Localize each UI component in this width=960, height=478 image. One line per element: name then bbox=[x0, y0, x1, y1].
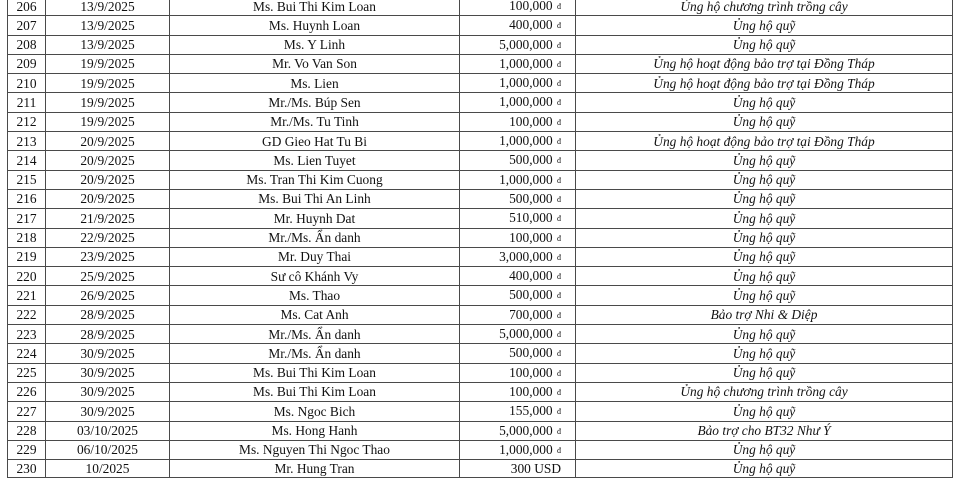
note-cell: Ủng hộ quỹ bbox=[576, 247, 953, 266]
table-row bbox=[8, 132, 953, 151]
donor-name-cell: Mr. Huynh Dat bbox=[170, 209, 460, 228]
date-cell: 26/9/2025 bbox=[46, 286, 170, 305]
currency-symbol: đ bbox=[557, 233, 561, 243]
date-cell: 19/9/2025 bbox=[46, 74, 170, 93]
date-cell: 03/10/2025 bbox=[46, 421, 170, 440]
currency-symbol: đ bbox=[557, 330, 561, 340]
amount-cell bbox=[460, 402, 576, 421]
currency-symbol: đ bbox=[557, 291, 561, 301]
date-cell: 20/9/2025 bbox=[46, 132, 170, 151]
donor-name-cell: GD Gieo Hat Tu Bi bbox=[170, 132, 460, 151]
table-row bbox=[8, 421, 953, 440]
currency-symbol: đ bbox=[557, 156, 561, 166]
note-cell: Bảo trợ Nhi & Diệp bbox=[576, 305, 953, 324]
date-cell: 19/9/2025 bbox=[46, 54, 170, 73]
date-cell: 30/9/2025 bbox=[46, 402, 170, 421]
note-cell: Ủng hộ quỹ bbox=[576, 189, 953, 208]
date-cell: 19/9/2025 bbox=[46, 112, 170, 131]
donor-name-cell: Mr./Ms. Tu Tinh bbox=[170, 112, 460, 131]
amount-cell bbox=[460, 0, 576, 16]
note-cell: Ủng hộ quỹ bbox=[576, 460, 953, 478]
note-cell: Bảo trợ cho BT32 Như Ý bbox=[576, 421, 953, 440]
amount-cell bbox=[460, 112, 576, 131]
table-row bbox=[8, 305, 953, 324]
date-cell: 21/9/2025 bbox=[46, 209, 170, 228]
amount-value: 3,000,000 bbox=[499, 248, 553, 264]
row-number-cell: 229 bbox=[8, 440, 46, 459]
currency-symbol: đ bbox=[557, 349, 561, 359]
donor-name-cell: Mr. Duy Thai bbox=[170, 247, 460, 266]
note-cell: Ủng hộ quỹ bbox=[576, 325, 953, 344]
amount-cell bbox=[460, 325, 576, 344]
currency-symbol: đ bbox=[557, 117, 561, 127]
row-number-cell: 226 bbox=[8, 382, 46, 401]
note-cell: Ủng hộ quỹ bbox=[576, 344, 953, 363]
amount-cell bbox=[460, 286, 576, 305]
amount-value: 300 USD bbox=[510, 461, 561, 477]
donor-name-cell: Ms. Bui Thi An Linh bbox=[170, 189, 460, 208]
row-number-cell: 214 bbox=[8, 151, 46, 170]
row-number-cell: 206 bbox=[8, 0, 46, 16]
table-row bbox=[8, 286, 953, 305]
amount-cell bbox=[460, 363, 576, 382]
note-cell: Ủng hộ chương trình trồng cây bbox=[576, 0, 953, 16]
currency-symbol: đ bbox=[557, 445, 561, 455]
note-cell: Ủng hộ quỹ bbox=[576, 35, 953, 54]
donor-name-cell: Mr./Ms. Ẩn danh bbox=[170, 325, 460, 344]
row-number-cell: 219 bbox=[8, 247, 46, 266]
table-row bbox=[8, 440, 953, 459]
note-cell: Ủng hộ quỹ bbox=[576, 440, 953, 459]
row-number-cell: 223 bbox=[8, 325, 46, 344]
donor-name-cell: Ms. Bui Thi Kim Loan bbox=[170, 382, 460, 401]
amount-cell bbox=[460, 170, 576, 189]
donor-name-cell: Mr./Ms. Ẩn danh bbox=[170, 228, 460, 247]
table-row bbox=[8, 344, 953, 363]
amount-value: 1,000,000 bbox=[499, 55, 553, 71]
amount-cell bbox=[460, 74, 576, 93]
row-number-cell: 220 bbox=[8, 267, 46, 286]
amount-value: 5,000,000 bbox=[499, 36, 553, 52]
donor-name-cell: Ms. Lien bbox=[170, 74, 460, 93]
note-cell: Ủng hộ quỹ bbox=[576, 286, 953, 305]
currency-symbol: đ bbox=[557, 137, 561, 147]
note-cell: Ủng hộ quỹ bbox=[576, 267, 953, 286]
donation-table-body bbox=[8, 0, 953, 478]
amount-value: 100,000 bbox=[509, 229, 553, 245]
row-number-cell: 230 bbox=[8, 460, 46, 478]
note-cell: Ủng hộ quỹ bbox=[576, 209, 953, 228]
currency-symbol: đ bbox=[557, 2, 561, 11]
note-cell: Ủng hộ quỹ bbox=[576, 151, 953, 170]
date-cell: 13/9/2025 bbox=[46, 16, 170, 35]
note-cell: Ủng hộ chương trình trồng cây bbox=[576, 382, 953, 401]
amount-cell bbox=[460, 54, 576, 73]
currency-symbol: đ bbox=[557, 407, 561, 417]
donor-name-cell: Ms. Tran Thi Kim Cuong bbox=[170, 170, 460, 189]
amount-cell bbox=[460, 35, 576, 54]
currency-symbol: đ bbox=[557, 214, 561, 224]
date-cell: 20/9/2025 bbox=[46, 151, 170, 170]
row-number-cell: 207 bbox=[8, 16, 46, 35]
currency-symbol: đ bbox=[557, 79, 561, 89]
amount-cell bbox=[460, 305, 576, 324]
amount-value: 5,000,000 bbox=[499, 326, 553, 342]
currency-symbol: đ bbox=[557, 426, 561, 436]
amount-value: 155,000 bbox=[509, 403, 553, 419]
date-cell: 30/9/2025 bbox=[46, 382, 170, 401]
currency-symbol: đ bbox=[557, 21, 561, 31]
table-row bbox=[8, 112, 953, 131]
currency-symbol: đ bbox=[557, 387, 561, 397]
table-row bbox=[8, 93, 953, 112]
currency-symbol: đ bbox=[557, 194, 561, 204]
row-number-cell: 218 bbox=[8, 228, 46, 247]
date-cell: 13/9/2025 bbox=[46, 0, 170, 16]
amount-cell bbox=[460, 151, 576, 170]
row-number-cell: 221 bbox=[8, 286, 46, 305]
date-cell: 23/9/2025 bbox=[46, 247, 170, 266]
amount-value: 1,000,000 bbox=[499, 171, 553, 187]
amount-cell bbox=[460, 440, 576, 459]
donor-name-cell: Mr./Ms. Búp Sen bbox=[170, 93, 460, 112]
amount-cell bbox=[460, 247, 576, 266]
amount-value: 400,000 bbox=[509, 17, 553, 33]
amount-value: 100,000 bbox=[509, 383, 553, 399]
row-number-cell: 216 bbox=[8, 189, 46, 208]
amount-value: 1,000,000 bbox=[499, 133, 553, 149]
currency-symbol: đ bbox=[557, 310, 561, 320]
amount-cell bbox=[460, 16, 576, 35]
donor-name-cell: Mr./Ms. Ẩn danh bbox=[170, 344, 460, 363]
amount-value: 510,000 bbox=[509, 210, 553, 226]
amount-cell bbox=[460, 132, 576, 151]
date-cell: 28/9/2025 bbox=[46, 305, 170, 324]
date-cell: 10/2025 bbox=[46, 460, 170, 478]
table-row bbox=[8, 209, 953, 228]
note-cell: Ủng hộ hoạt động bảo trợ tại Đồng Tháp bbox=[576, 74, 953, 93]
donor-name-cell: Ms. Huynh Loan bbox=[170, 16, 460, 35]
amount-value: 100,000 bbox=[509, 364, 553, 380]
amount-cell bbox=[460, 460, 576, 478]
donor-name-cell: Ms. Y Linh bbox=[170, 35, 460, 54]
table-row bbox=[8, 382, 953, 401]
note-cell: Ủng hộ hoạt động bảo trợ tại Đồng Tháp bbox=[576, 132, 953, 151]
note-cell: Ủng hộ quỹ bbox=[576, 402, 953, 421]
date-cell: 22/9/2025 bbox=[46, 228, 170, 247]
amount-value: 1,000,000 bbox=[499, 441, 553, 457]
note-cell: Ủng hộ hoạt động bảo trợ tại Đồng Tháp bbox=[576, 54, 953, 73]
row-number-cell: 208 bbox=[8, 35, 46, 54]
amount-cell bbox=[460, 189, 576, 208]
donor-name-cell: Ms. Nguyen Thi Ngoc Thao bbox=[170, 440, 460, 459]
date-cell: 25/9/2025 bbox=[46, 267, 170, 286]
row-number-cell: 228 bbox=[8, 421, 46, 440]
currency-symbol: đ bbox=[557, 175, 561, 185]
amount-value: 1,000,000 bbox=[499, 94, 553, 110]
row-number-cell: 209 bbox=[8, 54, 46, 73]
currency-symbol: đ bbox=[557, 98, 561, 108]
amount-cell bbox=[460, 344, 576, 363]
date-cell: 20/9/2025 bbox=[46, 170, 170, 189]
amount-value: 700,000 bbox=[509, 306, 553, 322]
currency-symbol: đ bbox=[557, 252, 561, 262]
row-number-cell: 217 bbox=[8, 209, 46, 228]
row-number-cell: 225 bbox=[8, 363, 46, 382]
table-row bbox=[8, 363, 953, 382]
amount-value: 500,000 bbox=[509, 190, 553, 206]
row-number-cell: 222 bbox=[8, 305, 46, 324]
amount-cell bbox=[460, 382, 576, 401]
table-row bbox=[8, 35, 953, 54]
row-number-cell: 215 bbox=[8, 170, 46, 189]
currency-symbol: đ bbox=[557, 59, 561, 69]
note-cell: Ủng hộ quỹ bbox=[576, 170, 953, 189]
table-row bbox=[8, 402, 953, 421]
table-row bbox=[8, 228, 953, 247]
amount-cell bbox=[460, 93, 576, 112]
row-number-cell: 224 bbox=[8, 344, 46, 363]
table-row bbox=[8, 247, 953, 266]
row-number-cell: 212 bbox=[8, 112, 46, 131]
donor-name-cell: Sư cô Khánh Vy bbox=[170, 267, 460, 286]
amount-value: 5,000,000 bbox=[499, 422, 553, 438]
table-row bbox=[8, 74, 953, 93]
amount-cell bbox=[460, 421, 576, 440]
donor-name-cell: Ms. Cat Anh bbox=[170, 305, 460, 324]
note-cell: Ủng hộ quỹ bbox=[576, 112, 953, 131]
amount-cell bbox=[460, 267, 576, 286]
row-number-cell: 210 bbox=[8, 74, 46, 93]
note-cell: Ủng hộ quỹ bbox=[576, 93, 953, 112]
date-cell: 13/9/2025 bbox=[46, 35, 170, 54]
amount-cell bbox=[460, 209, 576, 228]
donor-name-cell: Ms. Ngoc Bich bbox=[170, 402, 460, 421]
row-number-cell: 211 bbox=[8, 93, 46, 112]
donor-name-cell: Mr. Vo Van Son bbox=[170, 54, 460, 73]
row-number-cell: 227 bbox=[8, 402, 46, 421]
amount-value: 100,000 bbox=[509, 0, 553, 13]
donor-name-cell: Ms. Lien Tuyet bbox=[170, 151, 460, 170]
donor-name-cell: Mr. Hung Tran bbox=[170, 460, 460, 478]
donation-table bbox=[7, 0, 953, 478]
amount-value: 400,000 bbox=[509, 268, 553, 284]
amount-value: 100,000 bbox=[509, 113, 553, 129]
table-row bbox=[8, 325, 953, 344]
note-cell: Ủng hộ quỹ bbox=[576, 363, 953, 382]
donor-name-cell: Ms. Bui Thi Kim Loan bbox=[170, 363, 460, 382]
donor-name-cell: Ms. Bui Thi Kim Loan bbox=[170, 0, 460, 16]
amount-value: 500,000 bbox=[509, 152, 553, 168]
date-cell: 19/9/2025 bbox=[46, 93, 170, 112]
amount-value: 1,000,000 bbox=[499, 75, 553, 91]
donor-name-cell: Ms. Hong Hanh bbox=[170, 421, 460, 440]
currency-symbol: đ bbox=[557, 40, 561, 50]
table-row bbox=[8, 0, 953, 16]
table-row bbox=[8, 54, 953, 73]
table-row bbox=[8, 151, 953, 170]
currency-symbol: đ bbox=[557, 272, 561, 282]
table-row bbox=[8, 16, 953, 35]
date-cell: 20/9/2025 bbox=[46, 189, 170, 208]
date-cell: 30/9/2025 bbox=[46, 363, 170, 382]
amount-value: 500,000 bbox=[509, 287, 553, 303]
amount-value: 500,000 bbox=[509, 345, 553, 361]
table-row bbox=[8, 460, 953, 478]
table-row bbox=[8, 189, 953, 208]
amount-cell bbox=[460, 228, 576, 247]
currency-symbol: đ bbox=[557, 368, 561, 378]
note-cell: Ủng hộ quỹ bbox=[576, 228, 953, 247]
date-cell: 06/10/2025 bbox=[46, 440, 170, 459]
row-number-cell: 213 bbox=[8, 132, 46, 151]
table-row bbox=[8, 267, 953, 286]
table-row bbox=[8, 170, 953, 189]
date-cell: 30/9/2025 bbox=[46, 344, 170, 363]
note-cell: Ủng hộ quỹ bbox=[576, 16, 953, 35]
donor-name-cell: Ms. Thao bbox=[170, 286, 460, 305]
date-cell: 28/9/2025 bbox=[46, 325, 170, 344]
